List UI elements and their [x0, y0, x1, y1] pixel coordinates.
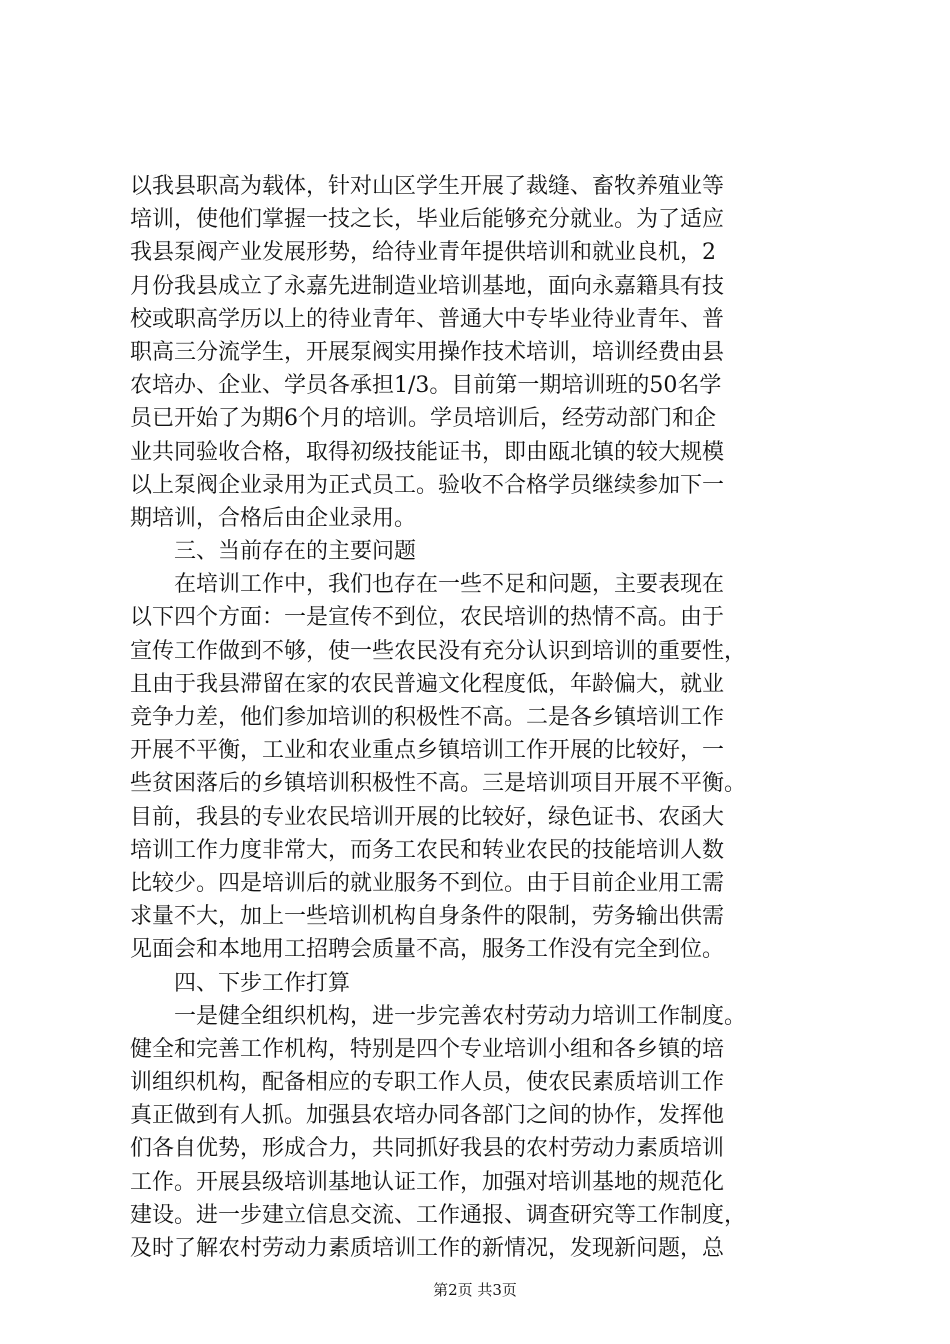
text-line: 员已开始了为期6个月的培训。学员培训后，经劳动部门和企 [130, 406, 716, 432]
text-line: 建设。进一步建立信息交流、工作通报、调查研究等工作制度， [130, 1202, 747, 1228]
text-line: 以我县职高为载体，针对山区学生开展了裁缝、畜牧养殖业等 [130, 174, 725, 199]
text-line: 们各自优势，形成合力，共同抓好我县的农村劳动力素质培训 [130, 1136, 725, 1162]
text-line: 三、当前存在的主要问题 [130, 539, 417, 565]
text-line: 且由于我县滞留在家的农民普遍文化程度低，年龄偏大，就业 [130, 671, 725, 697]
text-line: 求量不大，加上一些培训机构自身条件的限制，劳务输出供需 [130, 904, 725, 930]
text-line: 训组织机构，配备相应的专职工作人员，使农民素质培训工作 [130, 1070, 725, 1096]
text-line: 竞争力差，他们参加培训的积极性不高。二是各乡镇培训工作 [130, 705, 725, 730]
text-line: 比较少。四是培训后的就业服务不到位。由于目前企业用工需 [130, 870, 725, 896]
text-line: 期培训，合格后由企业录用。 [130, 505, 417, 531]
text-line: 在培训工作中，我们也存在一些不足和问题，主要表现在 [130, 572, 725, 598]
text-line: 职高三分流学生，开展泵阀实用操作技术培训，培训经费由县 [130, 339, 725, 365]
text-line: 健全和完善工作机构，特别是四个专业培训小组和各乡镇的培 [130, 1036, 725, 1062]
text-line: 四、下步工作打算 [130, 970, 351, 996]
text-line: 培训工作力度非常大，而务工农民和转业农民的技能培训人数 [130, 837, 725, 863]
document-body [130, 170, 830, 1265]
text-line: 校或职高学历以上的待业青年、普通大中专毕业待业青年、普 [130, 306, 725, 332]
text-line: 月份我县成立了永嘉先进制造业培训基地，面向永嘉籍具有技 [130, 273, 725, 299]
text-line: 业共同验收合格，取得初级技能证书，即由瓯北镇的较大规模 [130, 439, 725, 465]
text-line: 一是健全组织机构，进一步完善农村劳动力培训工作制度。 [130, 1003, 747, 1029]
text-line: 工作。开展县级培训基地认证工作，加强对培训基地的规范化 [130, 1169, 725, 1195]
text-line: 培训，使他们掌握一技之长，毕业后能够充分就业。为了适应 [130, 207, 725, 233]
text-line: 目前，我县的专业农民培训开展的比较好，绿色证书、农函大 [130, 804, 725, 830]
text-line: 见面会和本地用工招聘会质量不高，服务工作没有完全到位。 [130, 937, 725, 963]
text-line: 及时了解农村劳动力素质培训工作的新情况，发现新问题，总 [130, 1236, 725, 1261]
text-line: 以下四个方面：一是宣传不到位，农民培训的热情不高。由于 [130, 605, 725, 631]
text-line: 我县泵阀产业发展形势，给待业青年提供培训和就业良机，2 [130, 240, 716, 266]
text-line: 开展不平衡，工业和农业重点乡镇培训工作开展的比较好，一 [130, 738, 725, 764]
text-line: 真正做到有人抓。加强县农培办同各部门之间的协作，发挥他 [130, 1103, 725, 1129]
text-line: 些贫困落后的乡镇培训积极性不高。三是培训项目开展不平衡。 [130, 771, 747, 797]
text-line: 以上泵阀企业录用为正式员工。验收不合格学员继续参加下一 [130, 472, 725, 498]
text-line: 农培办、企业、学员各承担1/3。目前第一期培训班的50名学 [130, 373, 722, 399]
page-footer: 第2页 共3页 [433, 1281, 517, 1299]
text-line: 宣传工作做到不够，使一些农民没有充分认识到培训的重要性， [130, 638, 747, 664]
